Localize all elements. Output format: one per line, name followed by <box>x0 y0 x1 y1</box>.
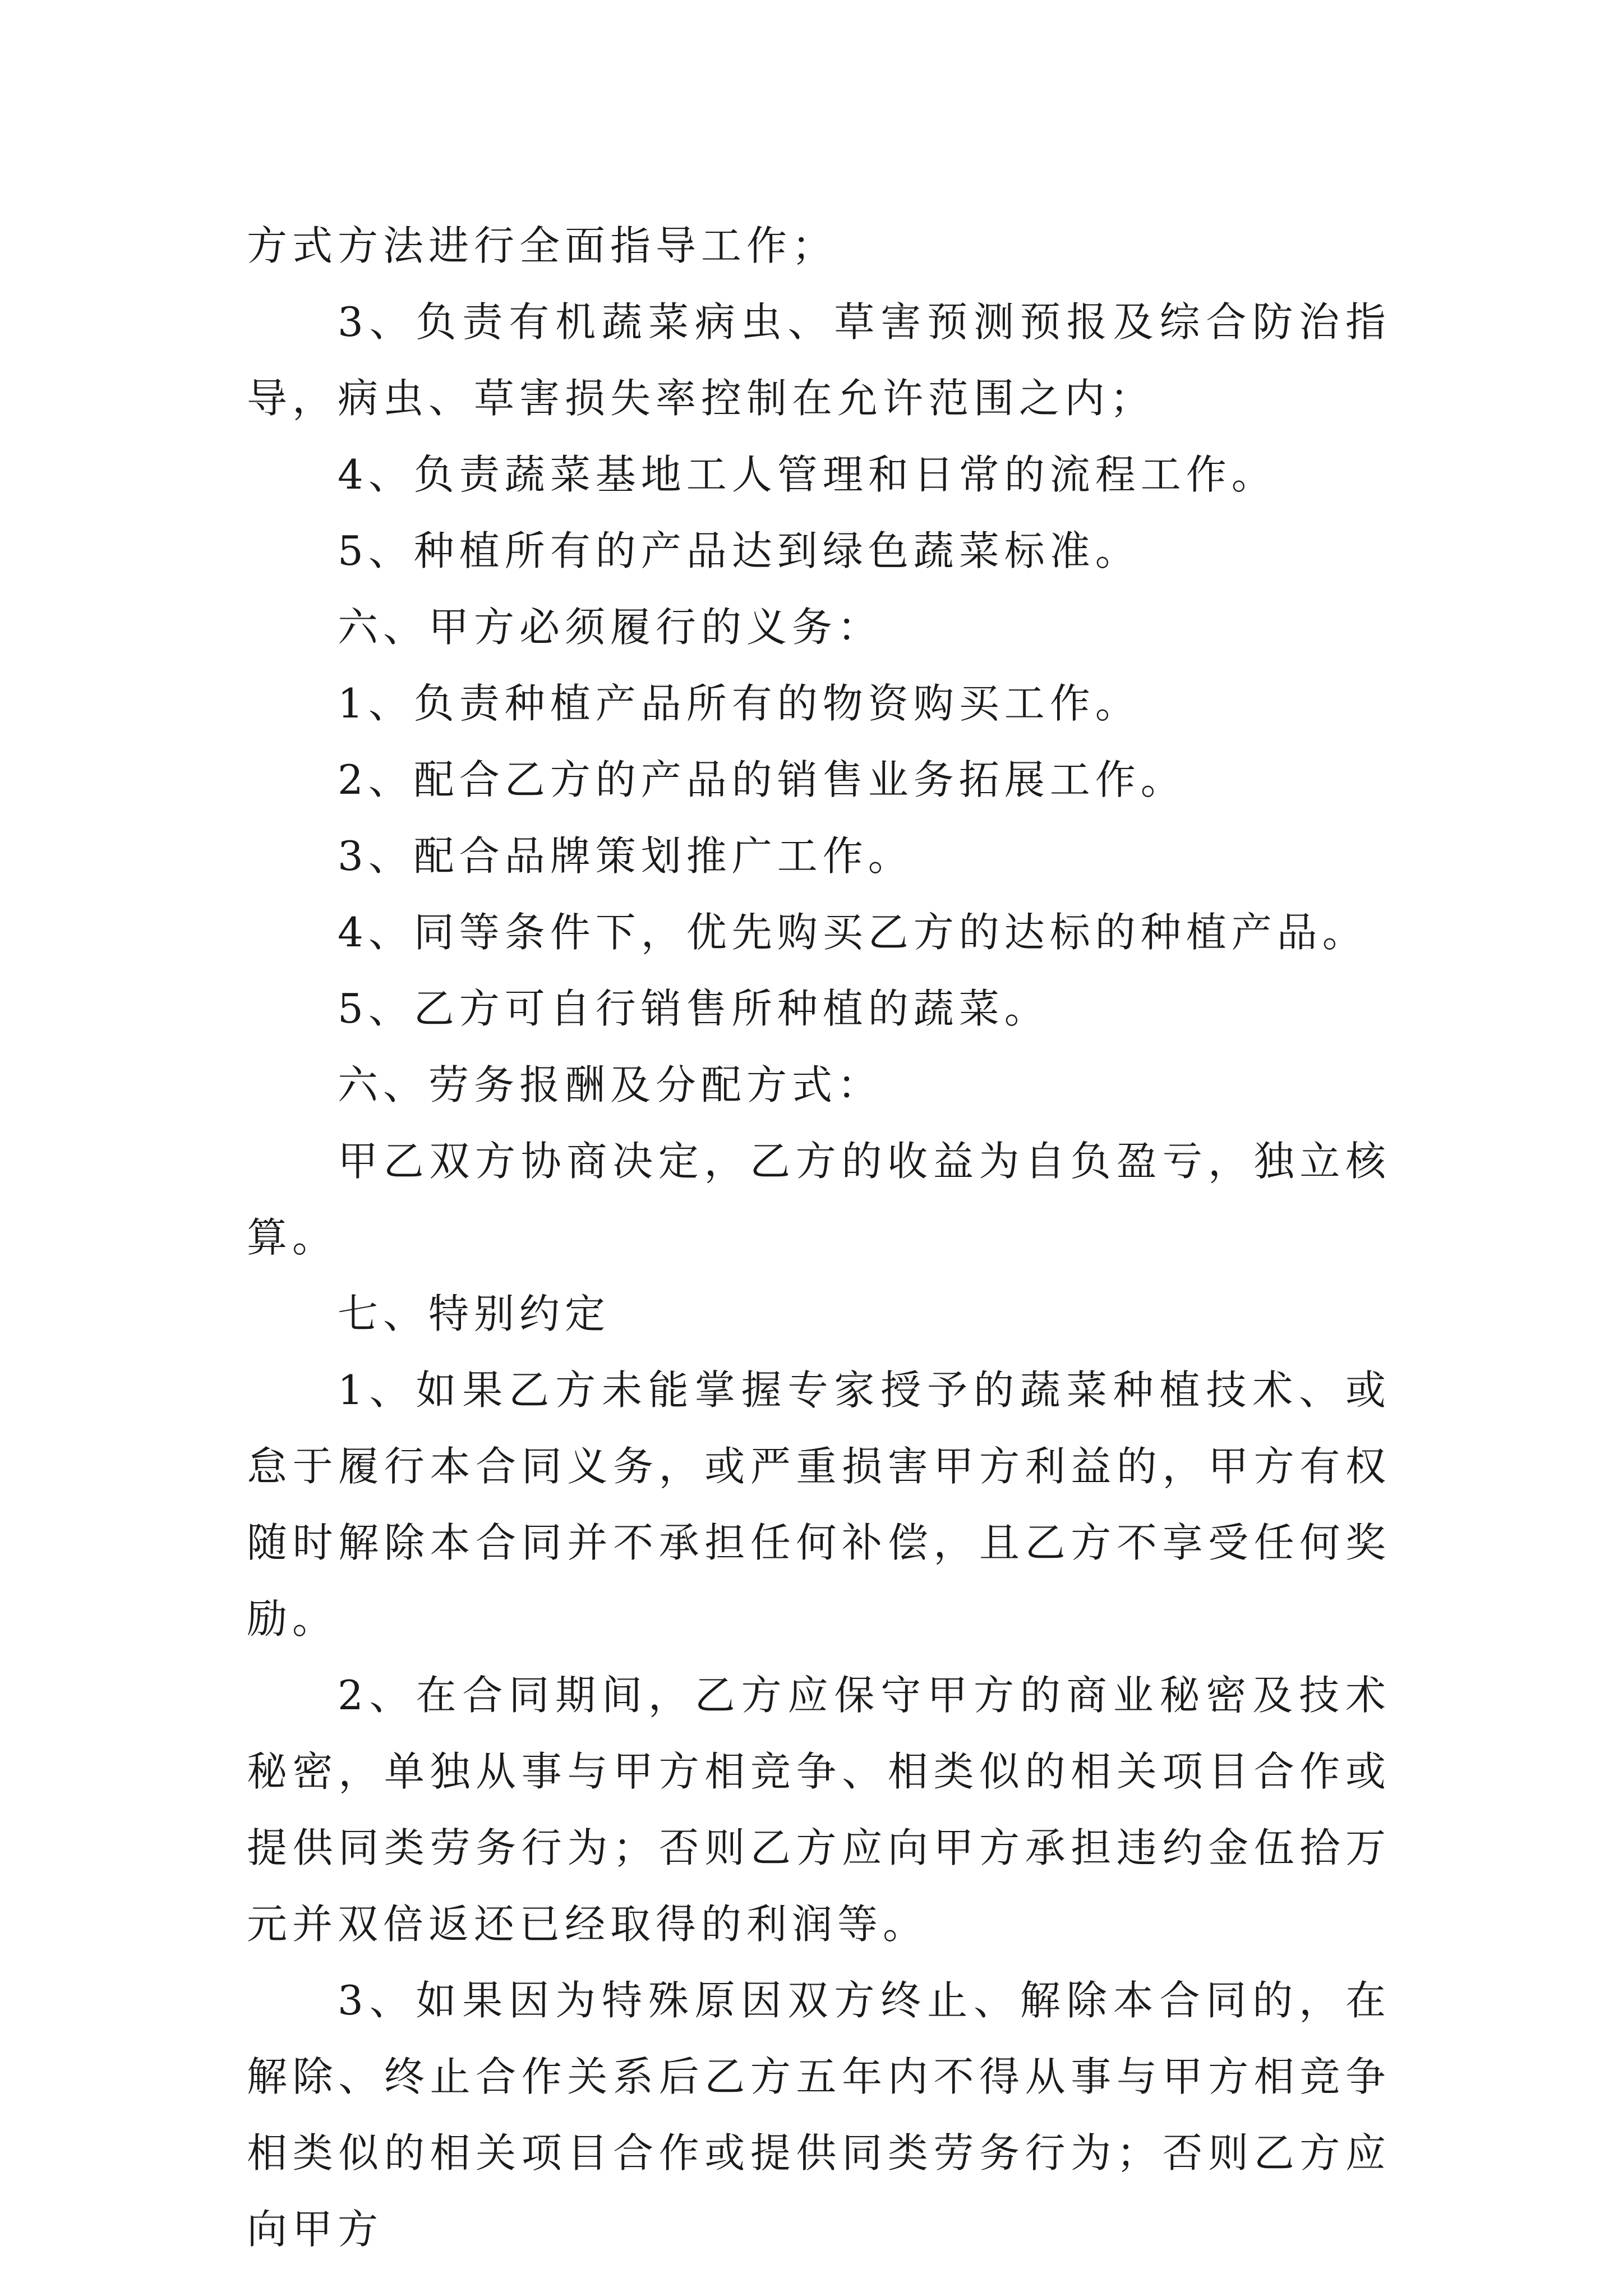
paragraph: 3、负责有机蔬菜病虫、草害预测预报及综合防治指导，病虫、草害损失率控制在允许范围之内； <box>247 298 1391 422</box>
paragraph: 1、如果乙方未能掌握专家授予的蔬菜种植技术、或怠于履行本合同义务，或严重损害甲方利益的，甲方有权随时解除本合同并不承担任何补偿，且乙方不享受任何奖励。 <box>247 1366 1391 1642</box>
document-body <box>247 208 1391 2267</box>
paragraph: 3、配合品牌策划推广工作。 <box>338 832 914 880</box>
paragraph: 1、负责种植产品所有的物资购买工作。 <box>338 680 1141 727</box>
paragraph: 3、如果因为特殊原因双方终止、解除本合同的，在解除、终止合作关系后乙方五年内不得从事与甲方相竞争相类似的相关项目合作或提供同类劳务行为；否则乙方应向甲方 <box>247 1977 1391 2253</box>
paragraph: 2、在合同期间，乙方应保守甲方的商业秘密及技术秘密，单独从事与甲方相竞争、相类似的相关项目合作或提供同类劳务行为；否则乙方应向甲方承担违约金伍拾万元并双倍返还已经取得的利润等。 <box>247 1672 1391 1948</box>
paragraph: 4、同等条件下，优先购买乙方的达标的种植产品。 <box>338 909 1368 956</box>
paragraph: 4、负责蔬菜基地工人管理和日常的流程工作。 <box>338 451 1277 498</box>
paragraph: 方式方法进行全面指导工作； <box>247 222 838 269</box>
section-heading: 六、甲方必须履行的义务： <box>338 604 883 651</box>
section-heading: 七、特别约定 <box>338 1290 611 1337</box>
paragraph: 2、配合乙方的产品的销售业务拓展工作。 <box>338 756 1186 803</box>
paragraph: 5、种植所有的产品达到绿色蔬菜标准。 <box>338 527 1141 574</box>
paragraph: 甲乙双方协商决定，乙方的收益为自负盈亏，独立核算。 <box>247 1138 1391 1261</box>
paragraph: 5、乙方可自行销售所种植的蔬菜。 <box>338 985 1050 1032</box>
section-heading: 六、劳务报酬及分配方式： <box>338 1061 883 1108</box>
